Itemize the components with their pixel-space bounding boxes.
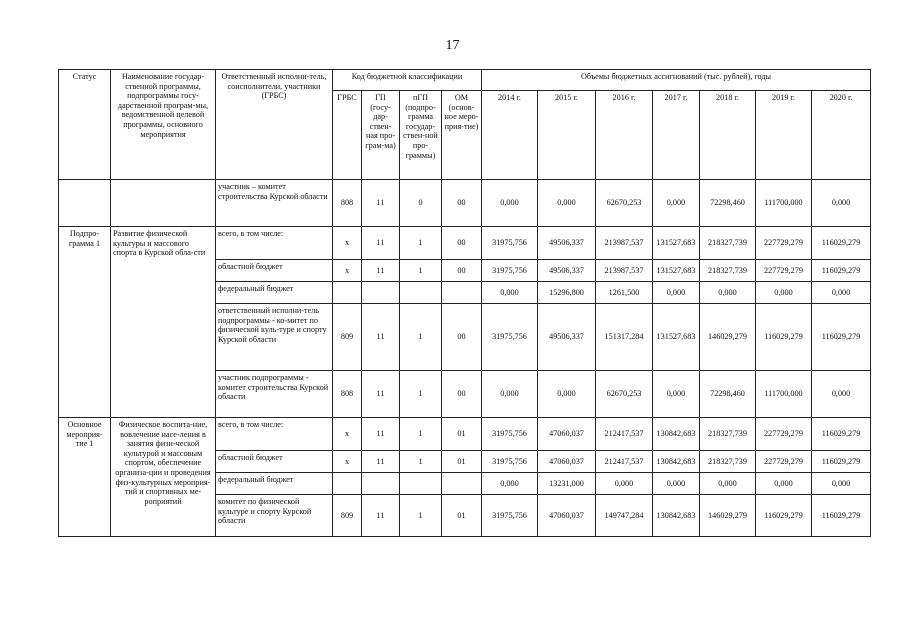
value-cell: 0,000 [482,282,538,304]
grbs-cell [333,282,362,304]
name-cell [111,180,216,227]
om-cell: 00 [442,304,482,371]
value-cell: 212417,537 [596,451,653,473]
header-year-2014: 2014 г. [482,91,538,180]
value-cell: 146029,279 [700,304,756,371]
responsible-cell: всего, в том числе: [216,418,333,451]
gp-cell [362,282,400,304]
value-cell: 0,000 [756,473,812,495]
header-status: Статус [59,70,111,180]
value-cell: 131527,683 [653,227,700,260]
gp-cell: 11 [362,451,400,473]
gp-cell: 11 [362,304,400,371]
responsible-cell: федеральный бюджет [216,282,333,304]
value-cell: 111700,000 [756,371,812,418]
value-cell: 0,000 [653,180,700,227]
value-cell: 47060,037 [538,451,596,473]
value-cell: 227729,279 [756,260,812,282]
value-cell: 116029,279 [756,495,812,537]
grbs-cell: 808 [333,371,362,418]
om-cell [442,473,482,495]
value-cell: 31975,756 [482,227,538,260]
status-cell [59,180,111,227]
grbs-cell: 808 [333,180,362,227]
responsible-cell: участник – комитет строительства Курской области [216,180,333,227]
value-cell: 131527,683 [653,260,700,282]
header-allocations: Объемы бюджетных ассигнований (тыс. рублей), годы [482,70,871,91]
value-cell: 15296,800 [538,282,596,304]
value-cell: 0,000 [482,371,538,418]
value-cell: 72298,460 [700,371,756,418]
value-cell: 47060,037 [538,495,596,537]
table-row [59,227,871,260]
header-year-2015: 2015 г. [538,91,596,180]
pgp-cell [400,473,442,495]
pgp-cell: 1 [400,371,442,418]
value-cell: 0,000 [700,473,756,495]
value-cell: 213987,537 [596,260,653,282]
value-cell: 62670,253 [596,371,653,418]
header-pgp: пГП (подпро-грамма государ-ствен-ной про-граммы) [400,91,442,180]
om-cell [442,282,482,304]
grbs-cell: х [333,418,362,451]
value-cell: 31975,756 [482,304,538,371]
header-year-2018: 2018 г. [700,91,756,180]
name-cell: Физическое воспита-ние, вовлечение насе-ления в занятия физи-ческой культурой и массовым спортом, обеспечение организа-ции и проведения физ-культурных мероприя-тий и спортивных ме-роприятий [111,418,216,537]
value-cell: 0,000 [756,282,812,304]
pgp-cell: 1 [400,260,442,282]
pgp-cell: 1 [400,304,442,371]
value-cell: 0,000 [812,473,871,495]
header-responsible: Ответственный исполни-тель, соисполнители, участники (ГРБС) [216,70,333,180]
responsible-cell: ответственный исполни-тель подпрограммы - ко-митет по физической куль-туре и спорту Курской области [216,304,333,371]
responsible-cell: областной бюджет [216,260,333,282]
budget-table [58,69,871,537]
status-cell: Основное мероприя-тие 1 [59,418,111,537]
grbs-cell: 809 [333,304,362,371]
header-year-2017: 2017 г. [653,91,700,180]
om-cell: 00 [442,180,482,227]
value-cell: 116029,279 [756,304,812,371]
responsible-cell: федеральный бюджет [216,473,333,495]
header-budget-code: Код бюджетной классификации [333,70,482,91]
responsible-cell: участник подпрограммы - комитет строительства Курской области [216,371,333,418]
grbs-cell [333,473,362,495]
value-cell: 31975,756 [482,418,538,451]
grbs-cell: х [333,451,362,473]
value-cell: 0,000 [812,282,871,304]
value-cell: 1261,500 [596,282,653,304]
gp-cell: 11 [362,260,400,282]
om-cell: 00 [442,227,482,260]
pgp-cell: 1 [400,418,442,451]
grbs-cell: 809 [333,495,362,537]
value-cell: 0,000 [653,473,700,495]
value-cell: 72298,460 [700,180,756,227]
header-year-2019: 2019 г. [756,91,812,180]
value-cell: 131527,683 [653,304,700,371]
om-cell: 00 [442,371,482,418]
value-cell: 0,000 [538,180,596,227]
page-number: 17 [445,38,460,53]
value-cell: 212417,537 [596,418,653,451]
gp-cell: 11 [362,371,400,418]
value-cell: 111700,000 [756,180,812,227]
value-cell: 227729,279 [756,418,812,451]
value-cell: 116029,279 [812,451,871,473]
value-cell: 116029,279 [812,495,871,537]
header-year-2016: 2016 г. [596,91,653,180]
om-cell: 01 [442,451,482,473]
value-cell: 116029,279 [812,418,871,451]
value-cell: 31975,756 [482,451,538,473]
value-cell: 0,000 [812,371,871,418]
value-cell: 0,000 [653,282,700,304]
value-cell: 62670,253 [596,180,653,227]
value-cell: 218327,739 [700,260,756,282]
value-cell: 0,000 [653,371,700,418]
value-cell: 0,000 [812,180,871,227]
gp-cell: 11 [362,180,400,227]
value-cell: 130842,683 [653,495,700,537]
value-cell: 213987,537 [596,227,653,260]
om-cell: 01 [442,495,482,537]
value-cell: 146029,279 [700,495,756,537]
value-cell: 49506,337 [538,304,596,371]
value-cell: 227729,279 [756,451,812,473]
value-cell: 130842,683 [653,451,700,473]
value-cell: 0,000 [596,473,653,495]
value-cell: 218327,739 [700,418,756,451]
responsible-cell: областной бюджет [216,451,333,473]
header-om: ОМ (основ-ное меро-прия-тие) [442,91,482,180]
value-cell: 116029,279 [812,260,871,282]
header-year-2020: 2020 г. [812,91,871,180]
value-cell: 31975,756 [482,495,538,537]
value-cell: 218327,739 [700,227,756,260]
pgp-cell: 1 [400,227,442,260]
pgp-cell: 1 [400,495,442,537]
responsible-cell: комитет по физической культуре и спорту Курской области [216,495,333,537]
status-cell: Подпро-грамма 1 [59,227,111,418]
om-cell: 01 [442,418,482,451]
gp-cell [362,473,400,495]
value-cell: 49506,337 [538,260,596,282]
pgp-cell: 1 [400,451,442,473]
value-cell: 227729,279 [756,227,812,260]
value-cell: 151317,284 [596,304,653,371]
value-cell: 49506,337 [538,227,596,260]
value-cell: 149747,284 [596,495,653,537]
gp-cell: 11 [362,227,400,260]
value-cell: 47060,037 [538,418,596,451]
gp-cell: 11 [362,418,400,451]
pgp-cell [400,282,442,304]
value-cell: 0,000 [482,473,538,495]
table-row [59,180,871,227]
value-cell: 218327,739 [700,451,756,473]
header-gp: ГП (госу-дар-ствен-ная про-грам-ма) [362,91,400,180]
value-cell: 0,000 [482,180,538,227]
header-grbs: ГРБС [333,91,362,180]
value-cell: 0,000 [700,282,756,304]
gp-cell: 11 [362,495,400,537]
grbs-cell: х [333,227,362,260]
name-cell: Развитие физической культуры и массового спорта в Курской обла-сти [111,227,216,418]
responsible-cell: всего, в том числе: [216,227,333,260]
value-cell: 116029,279 [812,227,871,260]
value-cell: 116029,279 [812,304,871,371]
value-cell: 13231,000 [538,473,596,495]
table-row [59,418,871,451]
header-name: Наименование государ-ственной программы, подпрограммы госу-дарственной програм-мы, ведомственной целевой программы, основного мероприятия [111,70,216,180]
grbs-cell: х [333,260,362,282]
value-cell: 0,000 [538,371,596,418]
value-cell: 130842,683 [653,418,700,451]
om-cell: 00 [442,260,482,282]
value-cell: 31975,756 [482,260,538,282]
pgp-cell: 0 [400,180,442,227]
